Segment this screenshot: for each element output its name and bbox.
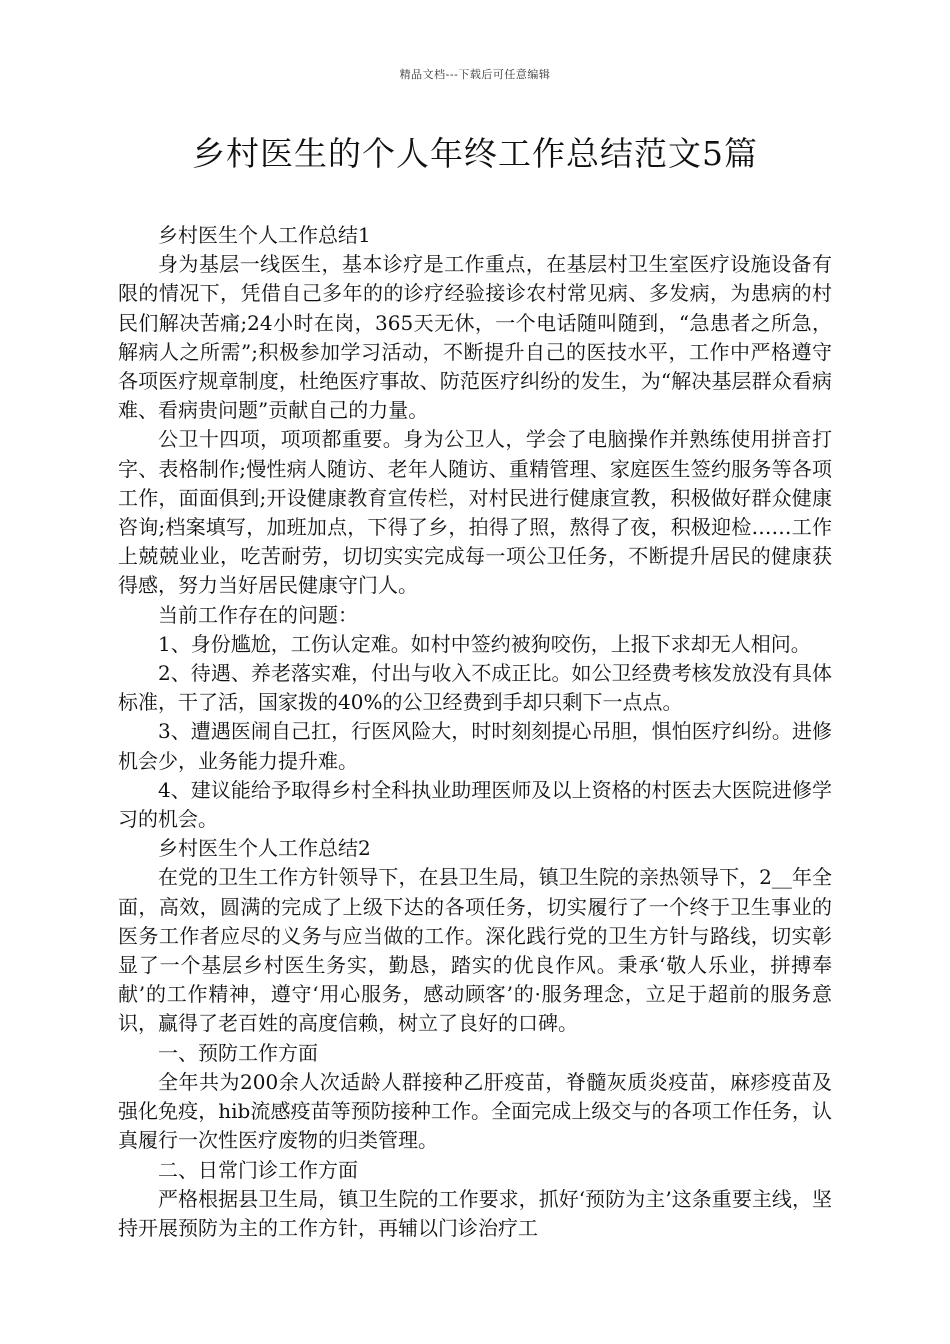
subheading: 二、日常门诊工作方面 — [158, 1157, 358, 1182]
subheading: 当前工作存在的问题： — [158, 602, 358, 627]
list-item: 3、遭遇医闹自己扛，行医风险大，时时刻刻提心吊胆，惧怕医疗纠纷。进修机会少，业务能力提升难。 — [118, 719, 832, 773]
paragraph: 在党的卫生工作方针领导下，在县卫生局，镇卫生院的亲热领导下，2__年全面，高效，圆满的完成了上级下达的各项任务，切实履行了一个终于卫生事业的医务工作者应尽的义务与应当做的工作。深化践行党的卫生方针与路线，切实彰显了一个基层乡村医生务实，勤恳，踏实的优良作风。秉承‘敬人乐业，拼搏奉献’的工作精神，遵守‘用心服务，感动顾客’的·服务理念，立足于超前的服务意识，赢得了老百姓的高度信赖，树立了良好的口碑。 — [118, 865, 832, 1036]
paragraph: 严格根据县卫生局，镇卫生院的工作要求，抓好‘预防为主’这条重要主线，坚持开展预防为主的工作方针，再辅以门诊治疗工 — [118, 1186, 832, 1240]
section-heading: 乡村医生个人工作总结1 — [158, 223, 371, 247]
document-body — [118, 221, 832, 1243]
paragraph: 公卫十四项，项项都重要。身为公卫人，学会了电脑操作并熟练使用拼音打字、表格制作;慢性病人随访、老年人随访、重精管理、家庭医生签约服务等各项工作，面面俱到;开设健康教育宣传栏，对村民进行健康宣教，积极做好群众健康咨询;档案填写，加班加点，下得了乡，拍得了照，熬得了夜，积极迎检……工作上兢兢业业，吃苦耐劳，切切实实完成每一项公卫任务，不断提升居民的健康获得感，努力当好居民健康守门人。 — [118, 427, 832, 598]
list-item: 1、身份尴尬，工伤认定难。如村中签约被狗咬伤，上报下求却无人相问。 — [158, 631, 811, 656]
section-heading: 乡村医生个人工作总结2 — [158, 836, 371, 861]
paragraph: 身为基层一线医生，基本诊疗是工作重点，在基层村卫生室医疗设施设备有限的情况下，凭借自己多年的的诊疗经验接诊农村常见病、多发病，为患病的村民们解决苦痛;24小时在岗，365天无休，一个电话随叫随到，“急患者之所急，解病人之所需”;积极参加学习活动，不断提升自己的医技水平，工作中严格遵守各项医疗规章制度，杜绝医疗事故、防范医疗纠纷的发生，为“解决基层群众看病难、看病贵问题”贡献自己的力量。 — [118, 252, 832, 423]
subheading: 一、预防工作方面 — [158, 1040, 318, 1065]
paragraph: 全年共为200余人次适龄人群接种乙肝疫苗，脊髓灰质炎疫苗，麻疹疫苗及强化免疫，hib流感疫苗等预防接种工作。全面完成上级交与的各项工作任务，认真履行一次性医疗废物的归类管理。 — [118, 1069, 832, 1153]
header-note: 精品文档---下载后可任意编辑 — [399, 68, 551, 81]
list-item: 2、待遇、养老落实难，付出与收入不成正比。如公卫经费考核发放没有具体标准，干了活，国家拨的40%的公卫经费到手却只剩下一点点。 — [118, 661, 832, 715]
document-title: 乡村医生的个人年终工作总结范文5篇 — [192, 134, 758, 173]
list-item: 4、建议能给予取得乡村全科执业助理医师及以上资格的村医去大医院进修学习的机会。 — [118, 777, 832, 832]
